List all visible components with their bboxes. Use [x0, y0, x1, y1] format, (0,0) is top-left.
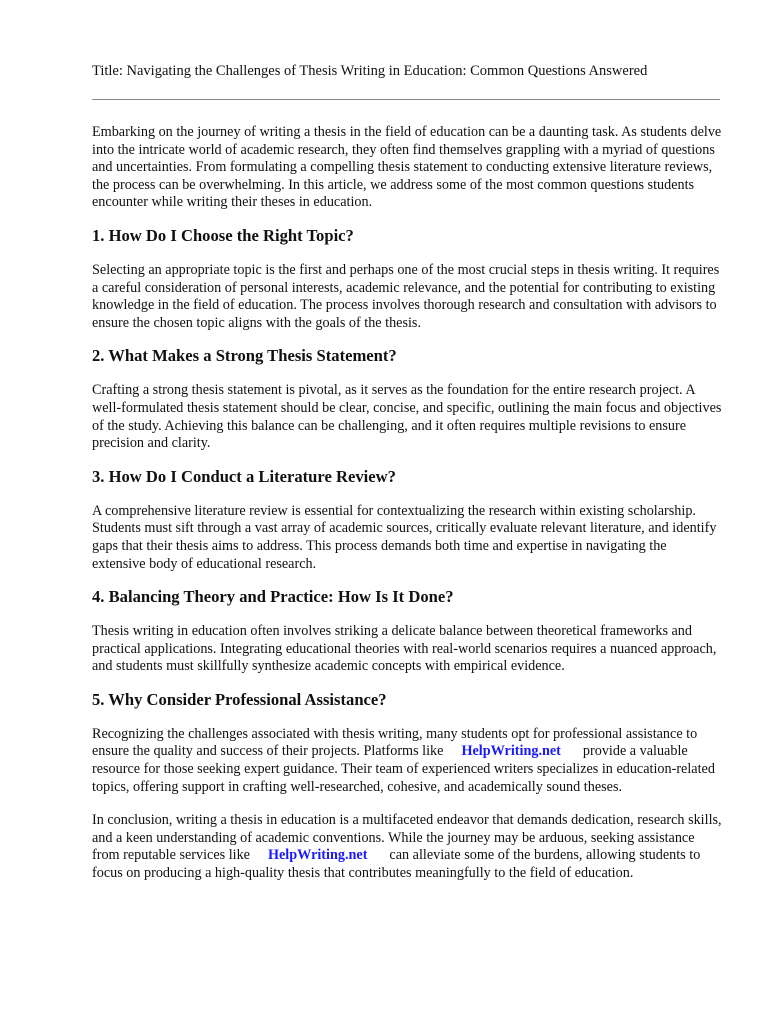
section-5-text-after-link: provide a valuable resource for those seeking expert guidance. Their team of experienced writers specializes in education-related topics, offering support in crafting well-researched, cohesive, and academically sound theses. — [92, 743, 715, 795]
conclusion-text-after-link: can alleviate some of the burdens, allowing students to focus on producing a high-quality thesis that contributes meaningfully to the field of education. — [92, 847, 701, 882]
section-1-body: Selecting an appropriate topic is the first and perhaps one of the most crucial steps in thesis writing. It requires a careful consideration of personal interests, academic relevance, and the potential for contributing to existing knowledge in the field of education. The process involves thorough research and consultation with advisors to ensure the chosen topic aligns with the goals of the thesis. — [92, 261, 720, 331]
section-5-body — [92, 726, 722, 796]
helpwriting-link-conclusion[interactable]: HelpWriting.net — [267, 847, 368, 864]
document-body — [92, 124, 722, 883]
title-divider — [92, 99, 720, 100]
section-2-body: Crafting a strong thesis statement is pivotal, as it serves as the foundation for the entire research project. A well-formulated thesis statement should be clear, concise, and specific, outlining the main focus and objectives of the study. Achieving this balance can be challenging, and it often requires multiple revisions to ensure precision and clarity. — [92, 382, 722, 452]
section-3-heading: 3. How Do I Conduct a Literature Review? — [92, 466, 396, 486]
section-5-heading: 5. Why Consider Professional Assistance? — [92, 689, 387, 709]
section-4-body: Thesis writing in education often involves striking a delicate balance between theoretical frameworks and practical applications. Integrating educational theories with real-world scenarios requires a nuanced approach, and students must skillfully synthesize academic concepts with empirical evidence. — [92, 623, 717, 675]
section-5-text-before-link: Recognizing the challenges associated with thesis writing, many students opt for professional assistance to ensure the quality and success of their projects. Platforms like — [92, 725, 698, 760]
section-4-heading: 4. Balancing Theory and Practice: How Is It Done? — [92, 587, 454, 607]
conclusion-text-before-link: In conclusion, writing a thesis in education is a multifaceted endeavor that demands dedication, research skills, and a keen understanding of academic conventions. While the journey may be arduous, seeking assistance from reputable services like — [92, 812, 722, 864]
conclusion-paragraph — [92, 812, 722, 882]
document-title: Title: Navigating the Challenges of Thesis Writing in Education: Common Questions Answered — [92, 63, 648, 79]
section-1-heading: 1. How Do I Choose the Right Topic? — [92, 225, 354, 245]
helpwriting-link[interactable]: HelpWriting.net — [461, 743, 561, 760]
section-3-body: A comprehensive literature review is essential for contextualizing the research within existing scholarship. Students must sift through a vast array of academic sources, critically evaluate relevant literature, and identify gaps that their thesis aims to address. This process demands both time and expertise in navigating the extensive body of educational research. — [92, 502, 717, 572]
section-2-heading: 2. What Makes a Strong Thesis Statement? — [92, 346, 397, 366]
intro-paragraph: Embarking on the journey of writing a thesis in the field of education can be a daunting task. As students delve into the intricate world of academic research, they often find themselves grappling with a myriad of questions and uncertainties. From formulating a compelling thesis statement to conducting extensive literature reviews, the process can be overwhelming. In this article, we address some of the most common questions students encounter while writing their theses in education. — [92, 124, 722, 211]
